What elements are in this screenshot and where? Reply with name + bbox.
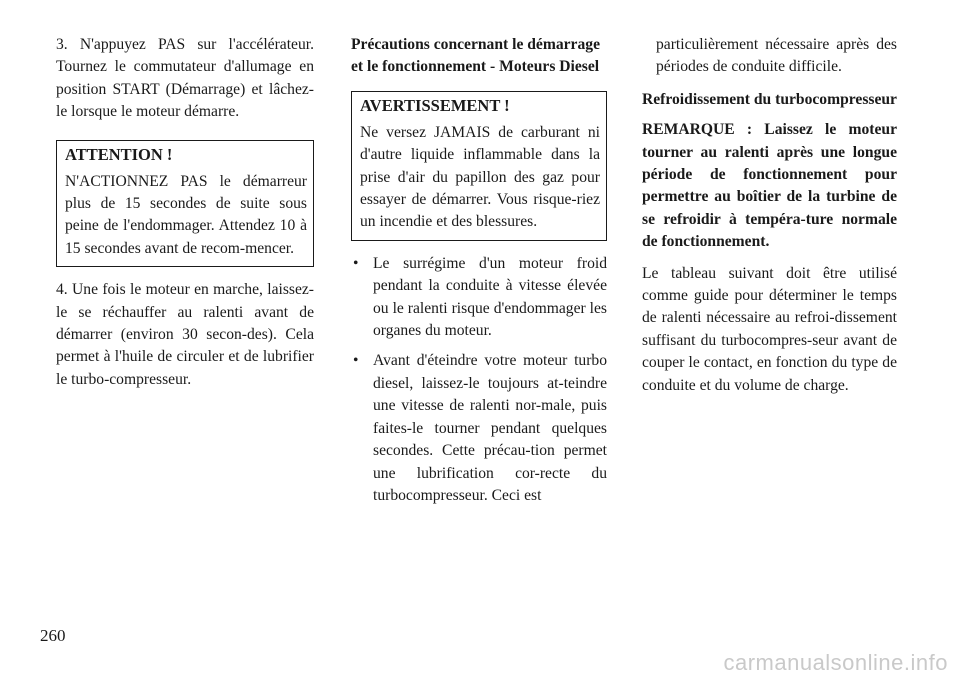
attention-title: ATTENTION ! [65, 144, 173, 164]
warning-title: AVERTISSEMENT ! [360, 95, 510, 115]
attention-text: N'ACTIONNEZ PAS le démarreur plus de 15 secondes de suite sous peine de l'endommager. Attendez 10 à 15 secondes avant de recom-mencer. [65, 172, 307, 257]
section-heading-diesel: Précautions concernant le démarrage et le fonctionnement - Moteurs Diesel [351, 36, 600, 76]
bullet-icon: • [353, 352, 359, 370]
remark-text: REMARQUE : Laissez le moteur tourner au ralenti après une longue période de fonctionnement pour permettre au boîtier de la turbine de se refroidir à tempéra-ture normale de fonctionnement. [642, 121, 897, 251]
step-4-text: 4. Une fois le moteur en marche, laissez-le se réchauffer au ralenti avant de démarrer (environ 30 secon-des). Cela permet à l'huile de circuler et de lubrifier le turbo-compresseur. [56, 281, 314, 388]
continued-text: particulièrement nécessaire après des périodes de conduite difficile. [656, 36, 897, 76]
step-3-text: 3. N'appuyez PAS sur l'accélérateur. Tournez le commutateur d'allumage en position START (Démarrage) et lâchez-le lorsque le moteur démarre. [56, 36, 314, 121]
column-middle [351, 34, 607, 515]
page-number: 260 [40, 626, 66, 645]
list-item [351, 253, 607, 343]
list-item-text: Avant d'éteindre votre moteur turbo diesel, laissez-le toujours at-teindre une vitesse de ralenti nor-male, puis faites-le tourner pendant quelques secondes. Cette précau-tion permet une lubrification cor-recte du turbocompresseur. Ceci est [373, 352, 607, 504]
column-left [56, 34, 314, 400]
warning-text: Ne versez JAMAIS de carburant ni d'autre liquide inflammable dans la prise d'air du papillon des gaz pour essayer de démarrer. Vous risque-riez un incendie et des blessures. [360, 123, 600, 231]
watermark: carmanualsonline.info [723, 650, 948, 675]
bullet-icon: • [353, 254, 359, 272]
precautions-list [351, 253, 607, 507]
attention-box [56, 140, 314, 268]
list-item-text: Le surrégime d'un moteur froid pendant la conduite à vitesse élevée ou le ralenti risque d'endommager les organes du moteur. [373, 254, 607, 340]
column-right [642, 34, 897, 406]
guide-paragraph: Le tableau suivant doit être utilisé comme guide pour déterminer le temps de ralenti nécessaire au refroi-dissement suffisant du turbocompres-seur avant de couper le contact, en fonction du type de conduite et du volume de charge. [642, 264, 897, 394]
warning-box [351, 91, 607, 241]
section-heading-turbo-cooling: Refroidissement du turbocompresseur [642, 90, 897, 108]
list-item [351, 350, 607, 507]
